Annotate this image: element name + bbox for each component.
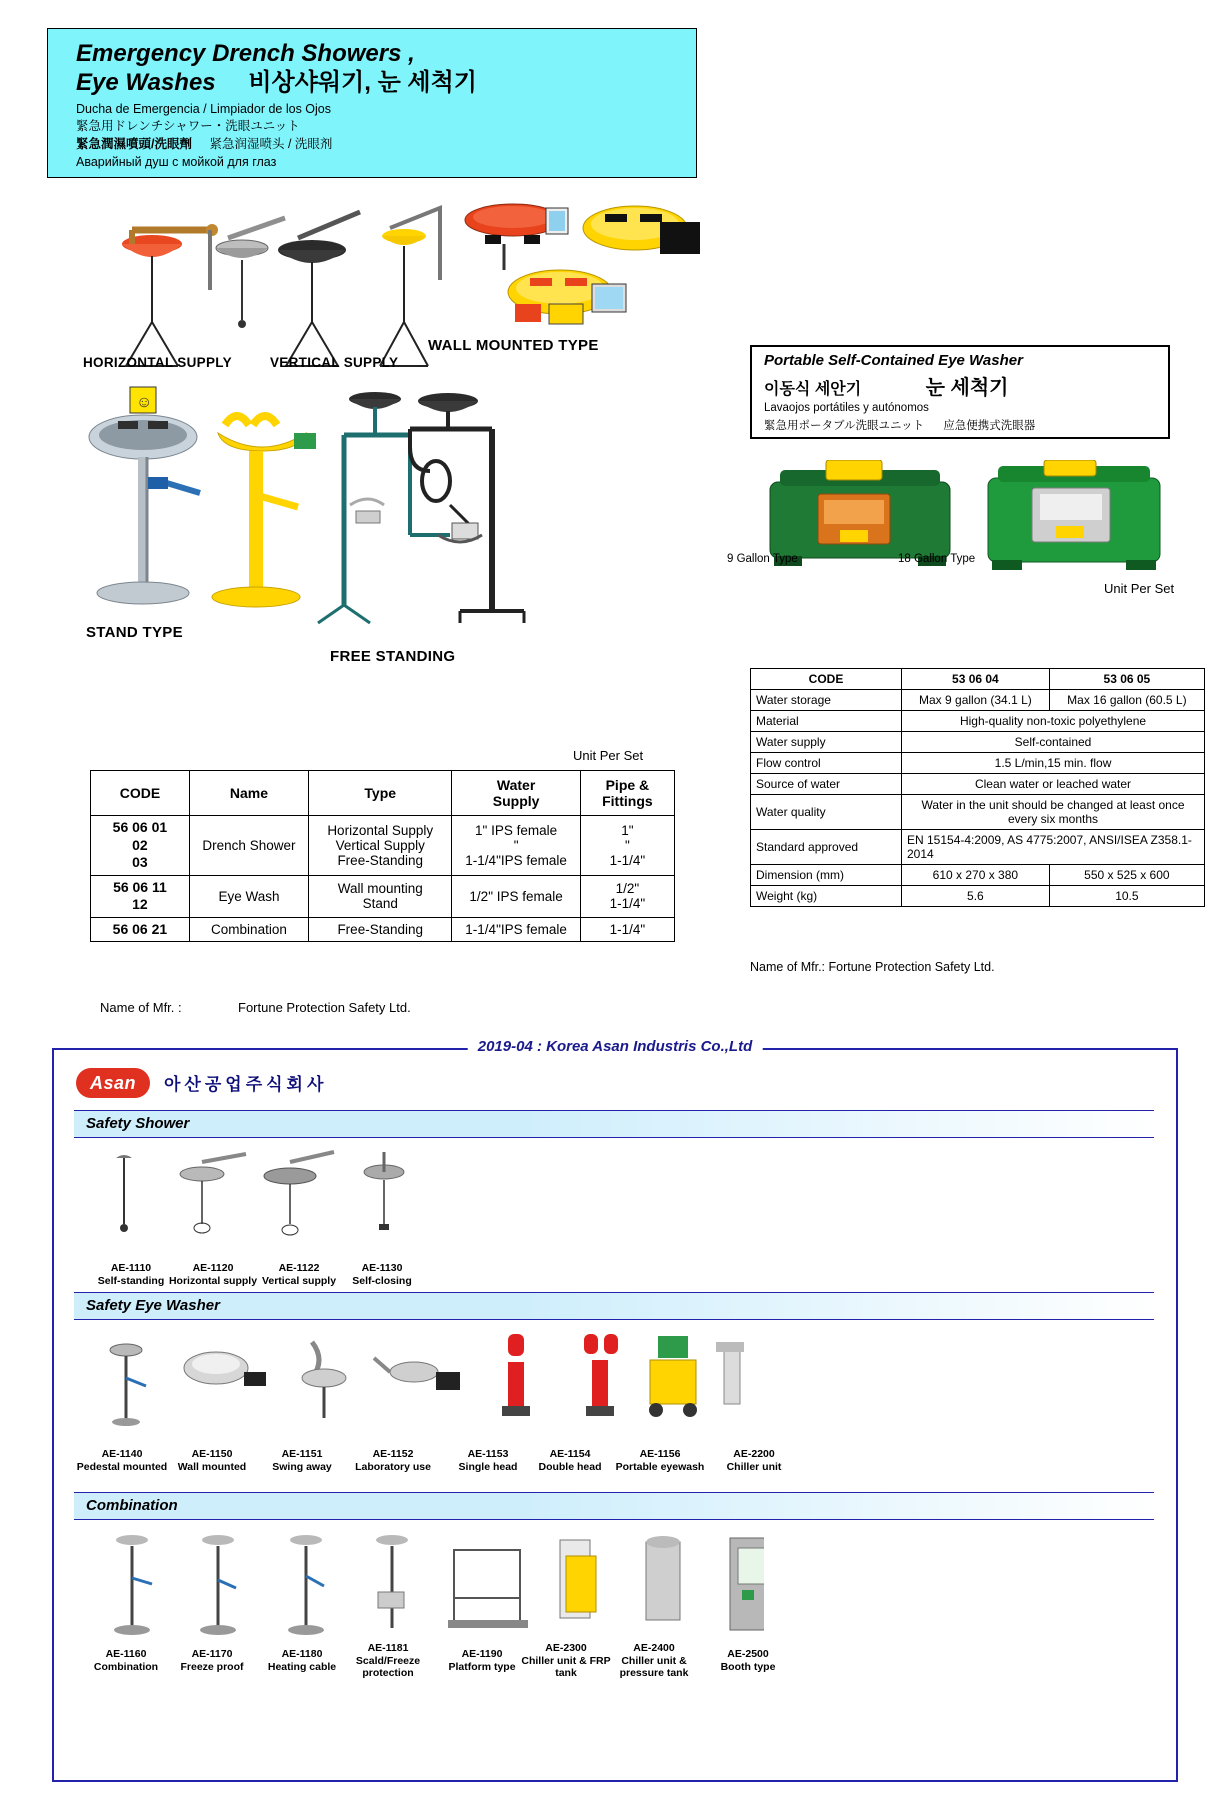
row1-type: Horizontal Supply Vertical Supply Free-Standing [309, 816, 452, 876]
table-row [751, 795, 1205, 830]
drench-shower-table [90, 770, 675, 942]
item-code: AE-1120 [192, 1262, 234, 1274]
row3-name: Combination [189, 917, 308, 942]
item-desc: Booth type [720, 1660, 776, 1673]
item-desc: Vertical supply [261, 1274, 337, 1287]
item-desc: Freeze proof [180, 1660, 244, 1673]
row-value-1: 5.6 [902, 886, 1050, 907]
item-code: AE-1181 [367, 1642, 409, 1654]
portable-title-kr-big: 눈 세척기 [925, 377, 1009, 399]
row3-type: Free-Standing [309, 917, 452, 942]
col-water-line2: Supply [492, 793, 540, 809]
table-row [751, 669, 1205, 690]
row-value-span: High-quality non-toxic polyethylene [902, 711, 1205, 732]
row-value-1: Max 9 gallon (34.1 L) [902, 690, 1050, 711]
item-code: AE-2400 [633, 1642, 675, 1654]
item-code: AE-1190 [461, 1648, 503, 1660]
section-title: Safety Eye Washer [86, 1297, 220, 1314]
banner-title [48, 29, 696, 98]
right-unit-per-set: Unit Per Set [1104, 581, 1175, 596]
col-water-line1: Water [496, 777, 536, 793]
header-banner [47, 28, 697, 178]
item-ae-2400 [599, 1642, 709, 1680]
table-row [751, 711, 1205, 732]
portable-title-kr: 이동식 세안기 [764, 381, 862, 398]
row-value-span: EN 15154-4:2009, AS 4775:2007, ANSI/ISEA Z358.1-2014 [902, 830, 1205, 865]
row-value-2: Max 16 gallon (60.5 L) [1049, 690, 1204, 711]
label-vertical-supply: VERTICAL SUPPLY [270, 355, 399, 370]
table-row [91, 875, 675, 917]
portable-eye-washer-box [750, 345, 1170, 439]
item-desc: Combination [93, 1660, 159, 1673]
asan-logo: Asan [76, 1068, 150, 1098]
item-code: AE-1151 [281, 1448, 323, 1460]
table-row [751, 732, 1205, 753]
row3-pipe: 1-1/4" [580, 917, 674, 942]
item-code: AE-1153 [467, 1448, 509, 1460]
table-row [751, 886, 1205, 907]
row2-type: Wall mounting Stand [309, 875, 452, 917]
row-label: Standard approved [751, 830, 902, 865]
label-horizontal-supply: HORIZONTAL SUPPLY [83, 355, 232, 370]
asan-panel-title: 2019-04 : Korea Asan Industris Co.,Ltd [468, 1038, 763, 1055]
row-value-span: Self-contained [902, 732, 1205, 753]
right-header-code1: 53 06 04 [902, 669, 1050, 690]
item-code: AE-1154 [549, 1448, 591, 1460]
row-label: Water storage [751, 690, 902, 711]
item-code: AE-1160 [105, 1648, 147, 1660]
portable-title-cn: 应急便携式洗眼器 [943, 419, 1036, 432]
banner-sub-russian: Аварийный душ с мойкой для глаз [76, 154, 277, 169]
item-ae-1156 [602, 1448, 718, 1473]
portable-tank-illustrations [760, 460, 1180, 590]
item-desc: Chiller unit [726, 1460, 782, 1473]
portable-title-es: Lavaojos portátiles y autónomos [764, 402, 929, 414]
table-row [91, 917, 675, 942]
row2-water: 1/2" IPS female [452, 875, 580, 917]
row1-pipe: 1" " 1-1/4" [580, 816, 674, 876]
shower-illustrations-row2 [50, 385, 710, 655]
table-row [751, 690, 1205, 711]
section-safety-eye-washer [74, 1292, 1154, 1320]
item-ae-1150 [162, 1448, 262, 1473]
item-ae-1160 [76, 1648, 176, 1673]
banner-title-line1: Emergency Drench Showers , [76, 40, 415, 67]
item-desc: Single head [458, 1460, 518, 1473]
item-desc: Chiller unit & pressure tank [619, 1654, 689, 1680]
item-desc: Self-standing [97, 1274, 165, 1287]
section-title: Safety Shower [86, 1115, 190, 1132]
section-title: Combination [86, 1497, 178, 1514]
safety-eye-washer-icons [84, 1332, 744, 1437]
banner-title-korean: 비상샤워기, 눈 세척기 [248, 69, 477, 97]
col-type: Type [309, 771, 452, 816]
row-value-2: 550 x 525 x 600 [1049, 865, 1204, 886]
item-desc: Self-closing [352, 1274, 412, 1287]
label-9-gallon: 9 Gallon Type [727, 553, 798, 565]
label-free-standing: FREE STANDING [330, 648, 456, 665]
row-label: Weight (kg) [751, 886, 902, 907]
banner-sub-japanese: 緊急用ドレンチシャワー・洗眼ユニット [76, 119, 300, 134]
row-label: Water supply [751, 732, 902, 753]
item-code: AE-1180 [281, 1648, 323, 1660]
portable-spec-table [750, 668, 1205, 907]
table-row [751, 865, 1205, 886]
item-code: AE-1130 [361, 1262, 403, 1274]
item-desc: Double head [538, 1460, 602, 1473]
combination-icons [84, 1532, 764, 1642]
banner-sub-spanish: Ducha de Emergencia / Limpiador de los Ojos [76, 101, 331, 116]
item-ae-1130 [332, 1262, 432, 1287]
col-pipe-line2: Fittings [602, 793, 653, 809]
row2-name: Eye Wash [189, 875, 308, 917]
item-ae-1170 [162, 1648, 262, 1673]
row-value-1: 610 x 270 x 380 [902, 865, 1050, 886]
item-code: AE-1140 [101, 1448, 143, 1460]
left-mfr-label: Name of Mfr. : [100, 1000, 182, 1015]
section-safety-shower [74, 1110, 1154, 1138]
col-code: CODE [91, 771, 190, 816]
row-value-span: Water in the unit should be changed at least once every six months [902, 795, 1205, 830]
item-desc: Swing away [272, 1460, 332, 1473]
item-desc: Wall mounted [177, 1460, 247, 1473]
row-value-span: 1.5 L/min,15 min. flow [902, 753, 1205, 774]
label-stand-type: STAND TYPE [86, 624, 183, 641]
row3-water: 1-1/4"IPS female [452, 917, 580, 942]
row1-water: 1" IPS female " 1-1/4"IPS female [452, 816, 580, 876]
item-ae-1152 [338, 1448, 448, 1473]
item-code: AE-1152 [372, 1448, 414, 1460]
section-combination [74, 1492, 1154, 1520]
row-value-span: Clean water or leached water [902, 774, 1205, 795]
item-desc: Heating cable [267, 1660, 337, 1673]
item-code: AE-1170 [191, 1648, 233, 1660]
right-header-code: CODE [751, 669, 902, 690]
item-code: AE-2200 [733, 1448, 775, 1460]
item-code: AE-1110 [110, 1262, 152, 1274]
item-desc: Platform type [448, 1660, 516, 1673]
table-row [91, 816, 675, 876]
item-code: AE-1122 [278, 1262, 320, 1274]
banner-sub-chinese-simp: 紧急润湿喷头 / 洗眼剂 [209, 137, 333, 152]
item-ae-1181 [336, 1642, 440, 1680]
item-desc: Laboratory use [355, 1460, 431, 1473]
col-pipe-line1: Pipe & [605, 777, 650, 793]
asan-company-korean: 아산공업주식회사 [164, 1075, 328, 1094]
col-water-supply [452, 771, 580, 816]
item-ae-2200 [704, 1448, 804, 1473]
right-mfr-note: Name of Mfr.: Fortune Protection Safety Ltd. [750, 960, 995, 974]
row-label: Material [751, 711, 902, 732]
safety-shower-icons [94, 1150, 444, 1255]
left-mfr-value: Fortune Protection Safety Ltd. [238, 1000, 411, 1015]
row-label: Source of water [751, 774, 902, 795]
item-ae-2500 [696, 1648, 800, 1673]
table-row [751, 830, 1205, 865]
row1-name: Drench Shower [189, 816, 308, 876]
shower-illustrations-row1 [60, 200, 700, 380]
row-label: Water quality [751, 795, 902, 830]
item-desc: Chiller unit & FRP tank [521, 1654, 611, 1680]
item-desc: Scald/Freeze protection [355, 1654, 421, 1680]
item-desc: Pedestal mounted [76, 1460, 168, 1473]
banner-title-line2: Eye Washes [76, 69, 216, 97]
portable-title-en: Portable Self-Contained Eye Washer [764, 352, 1023, 369]
svg-text:☺: ☺ [136, 394, 153, 411]
label-18-gallon: 18 Gallon Type [898, 553, 976, 565]
row-value-2: 10.5 [1049, 886, 1204, 907]
row-label: Flow control [751, 753, 902, 774]
item-code: AE-2300 [545, 1642, 587, 1654]
banner-subtitles [48, 101, 696, 172]
row1-code: 56 06 01 02 03 [91, 816, 190, 876]
table-row [751, 774, 1205, 795]
item-code: AE-1150 [191, 1448, 233, 1460]
table-header-row [91, 771, 675, 816]
col-name: Name [189, 771, 308, 816]
left-unit-per-set: Unit Per Set [573, 748, 644, 763]
item-ae-1151 [252, 1448, 352, 1473]
portable-title-jp: 緊急用ポータブル洗眼ユニット [764, 419, 925, 432]
col-pipe-fittings [580, 771, 674, 816]
item-ae-1140 [76, 1448, 168, 1473]
row2-code: 56 06 11 12 [91, 875, 190, 917]
banner-sub-chinese-trad: 緊急潤濕噴頭/洗眼劑 [76, 137, 192, 152]
asan-panel [52, 1038, 1178, 1782]
right-header-code2: 53 06 05 [1049, 669, 1204, 690]
table-row [751, 753, 1205, 774]
row-label: Dimension (mm) [751, 865, 902, 886]
item-desc: Portable eyewash [615, 1460, 705, 1473]
item-code: AE-2500 [727, 1648, 769, 1660]
row3-code: 56 06 21 [91, 917, 190, 942]
label-wall-mounted-type: WALL MOUNTED TYPE [428, 337, 599, 354]
item-code: AE-1156 [639, 1448, 681, 1460]
row2-pipe: 1/2" 1-1/4" [580, 875, 674, 917]
item-desc: Horizontal supply [168, 1274, 258, 1287]
